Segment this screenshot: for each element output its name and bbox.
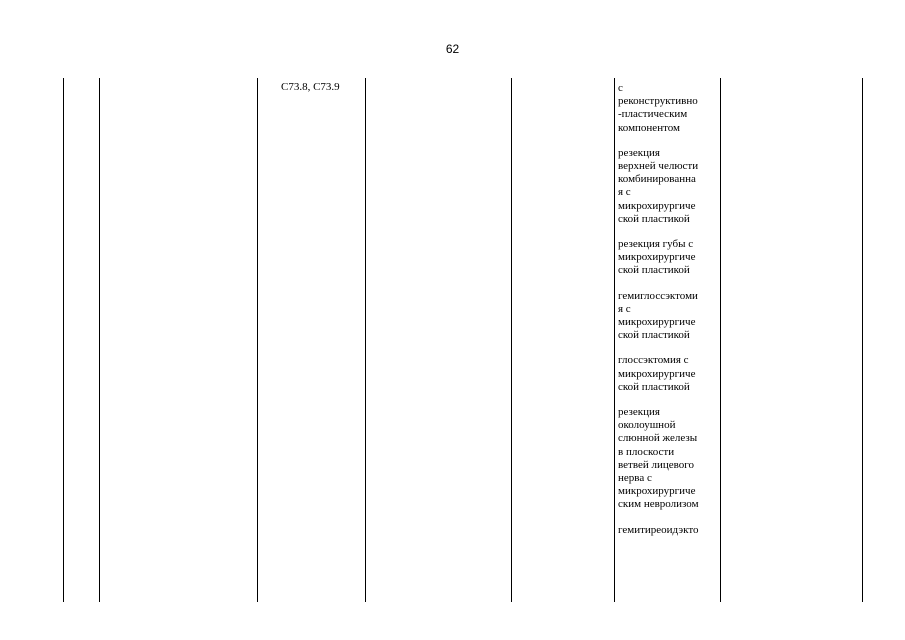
table-border-line bbox=[511, 78, 512, 602]
procedure-item: резекция верхней челюсти комбинированна я с микрохирургиче ской пластикой bbox=[618, 146, 699, 225]
table-border-line bbox=[720, 78, 721, 602]
procedure-item: резекция губы с микрохирургиче ской пластикой bbox=[618, 238, 696, 277]
diagnosis-codes-cell: C73.8, C73.9 bbox=[281, 81, 340, 93]
procedure-item: гемитиреоидэкто bbox=[618, 523, 699, 536]
procedure-item: резекция околоушной слюнной железы в плоскости ветвей лицевого нерва с микрохирургиче ским невролизом bbox=[618, 406, 699, 511]
table-border-line bbox=[614, 78, 615, 602]
page-number: 62 bbox=[445, 42, 460, 56]
table-border-line bbox=[862, 78, 863, 602]
procedure-item: глоссэктомия с микрохирургиче ской пластикой bbox=[618, 354, 696, 393]
procedure-item: гемиглоссэктоми я с микрохирургиче ской пластикой bbox=[618, 289, 698, 342]
table-border-line bbox=[63, 78, 64, 602]
procedure-item: с реконструктивно -пластическим компонентом bbox=[618, 82, 698, 134]
table-border-line bbox=[365, 78, 366, 602]
table-border-line bbox=[257, 78, 258, 602]
procedures-cell bbox=[618, 82, 718, 537]
table-border-line bbox=[99, 78, 100, 602]
